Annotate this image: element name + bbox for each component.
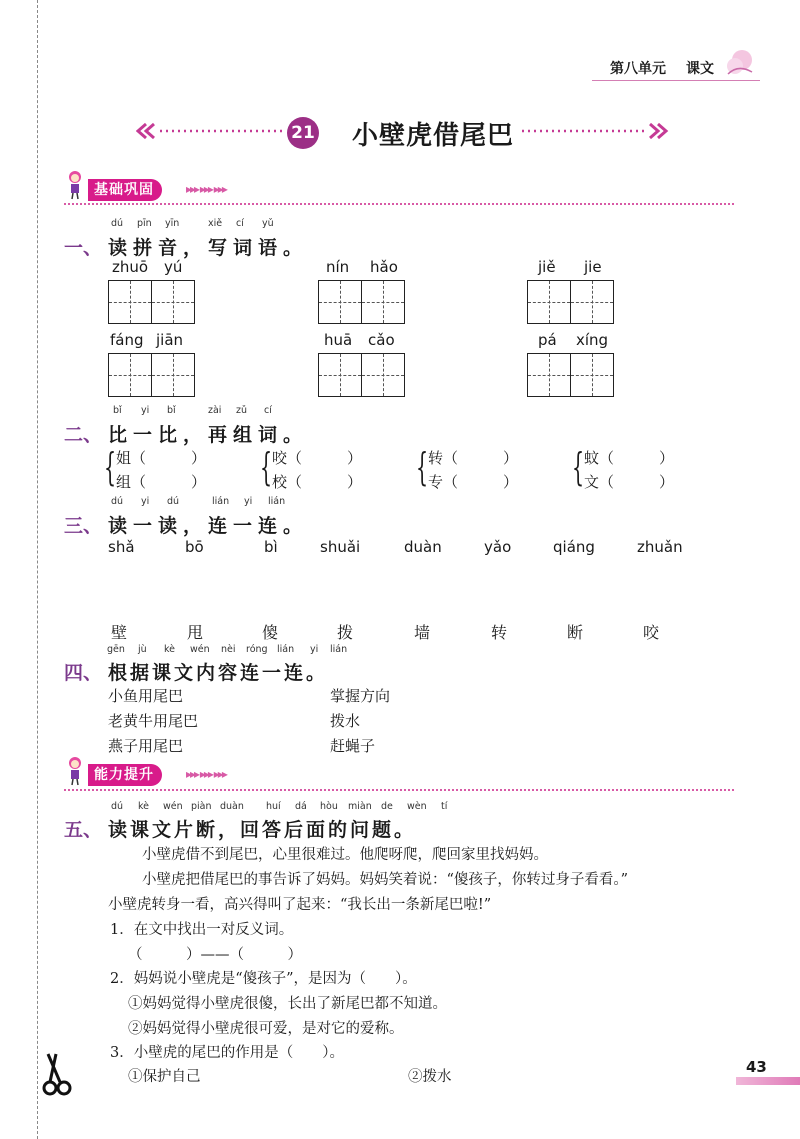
writing-grid[interactable] <box>108 353 152 397</box>
q2-group-4-top: 蚊（ ） <box>584 449 675 467</box>
q3-pinyin-5[interactable]: duàn <box>404 538 442 556</box>
q5-option-3-1[interactable]: ①保护自己 <box>128 1069 201 1085</box>
banner-arrows: ▸▸▸ ▸▸▸ ▸▸▸ <box>186 182 226 196</box>
q3-char-3[interactable]: 傻 <box>262 623 279 642</box>
q3-pinyin-4[interactable]: shuǎi <box>320 538 361 556</box>
writing-grid[interactable] <box>151 353 195 397</box>
q2-group-4-bottom: 文（ ） <box>584 473 675 491</box>
banner-basic: 基础巩固 <box>88 179 162 201</box>
q1-title: 读拼音，写词语。 <box>108 237 309 259</box>
q2-title: 比一比，再组词。 <box>108 424 309 446</box>
q2-group-3-bottom: 专（ ） <box>428 473 519 491</box>
q2-group-1-bottom: 组（ ） <box>116 473 207 491</box>
writing-grid[interactable] <box>361 280 405 324</box>
q5-question-2: 2．妈妈说小壁虎是“傻孩子”，是因为（ ）。 <box>110 971 417 987</box>
q3-char-4[interactable]: 拨 <box>337 623 354 642</box>
q3-char-6[interactable]: 转 <box>491 623 508 642</box>
q4-left-2[interactable]: 老黄牛用尾巴 <box>108 712 199 730</box>
q5-option-3-2[interactable]: ②拨水 <box>408 1069 452 1085</box>
q2-title-pinyin: bǐ yi bǐ zài zǔ cí <box>113 405 272 416</box>
writing-grid[interactable] <box>570 353 614 397</box>
writing-grid[interactable] <box>527 280 571 324</box>
q2-group-2-top: 咬（ ） <box>272 449 363 467</box>
q3-char-2[interactable]: 甩 <box>187 623 204 642</box>
q5-title: 读课文片断，回答后面的问题。 <box>108 819 417 841</box>
scissors-icon <box>40 1052 76 1102</box>
q5-question-3: 3．小壁虎的尾巴的作用是（ ）。 <box>110 1045 344 1061</box>
q5-question-1: 1．在文中找出一对反义词。 <box>110 922 294 938</box>
girl-icon <box>64 756 86 790</box>
q5-option-2-1[interactable]: ①妈妈觉得小壁虎很傻，长出了新尾巴都不知道。 <box>128 996 447 1012</box>
q1-item-6-a: pá <box>538 331 557 349</box>
q5-passage-3: 小壁虎转身一看，高兴得叫了起来：“我长出一条新尾巴啦!” <box>108 897 492 913</box>
banner-ability: 能力提升 <box>88 764 162 786</box>
writing-grid[interactable] <box>527 353 571 397</box>
q3-number: 三、 <box>64 515 103 537</box>
q5-passage-1: 小壁虎借不到尾巴，心里很难过。他爬呀爬，爬回家里找妈妈。 <box>142 847 548 863</box>
q3-char-5[interactable]: 墙 <box>414 623 431 642</box>
q4-right-1[interactable]: 掌握方向 <box>330 687 391 705</box>
q4-number: 四、 <box>64 662 103 684</box>
q3-pinyin-3[interactable]: bì <box>264 538 278 556</box>
q3-pinyin-7[interactable]: qiáng <box>553 538 595 556</box>
q2-group-3-top: 转（ ） <box>428 449 519 467</box>
flower-icon <box>722 46 756 84</box>
q2-brace-3: { <box>416 445 429 489</box>
writing-grid[interactable] <box>151 280 195 324</box>
q3-char-1[interactable]: 壁 <box>111 623 128 642</box>
q1-item-3-b: jie <box>584 258 602 276</box>
header-section: 课文 <box>686 61 714 77</box>
writing-grid[interactable] <box>108 280 152 324</box>
q1-item-1-a: zhuō <box>112 258 149 276</box>
q3-pinyin-8[interactable]: zhuǎn <box>637 538 683 556</box>
writing-grid[interactable] <box>318 280 362 324</box>
q2-group-2-bottom: 校（ ） <box>272 473 363 491</box>
q3-title: 读一读，连一连。 <box>108 515 309 537</box>
q1-item-4-a: fáng <box>110 331 144 349</box>
q1-item-2-b: hǎo <box>370 258 398 276</box>
girl-icon <box>64 170 86 204</box>
q1-item-3-a: jiě <box>538 258 556 276</box>
header-rule <box>592 80 760 81</box>
q2-group-1-top: 姐（ ） <box>116 449 207 467</box>
banner-arrows: ▸▸▸ ▸▸▸ ▸▸▸ <box>186 767 226 781</box>
q1-item-6-b: xíng <box>576 331 609 349</box>
q1-item-4-b: jiān <box>156 331 184 349</box>
q3-title-pinyin: dú yi dú lián yi lián <box>111 496 286 507</box>
title-arrows-left <box>136 121 286 145</box>
q5-answer-blank-1[interactable]: （ ）——（ ） <box>128 947 302 963</box>
q4-right-2[interactable]: 拨水 <box>330 712 361 730</box>
lesson-number-badge <box>287 117 319 149</box>
q2-brace-2: { <box>260 445 273 489</box>
q1-number: 一、 <box>64 237 103 259</box>
q1-item-5-b: cǎo <box>368 331 395 349</box>
title-arrows-right <box>520 121 670 145</box>
q2-brace-4: { <box>572 445 585 489</box>
q2-number: 二、 <box>64 424 103 446</box>
q1-item-5-a: huā <box>324 331 353 349</box>
q5-title-pinyin: dú kè wén piàn duàn huí dá hòu miàn de wèn tí <box>111 801 448 812</box>
q4-left-3[interactable]: 燕子用尾巴 <box>108 737 184 755</box>
q3-pinyin-1[interactable]: shǎ <box>108 538 135 556</box>
q5-option-2-2[interactable]: ②妈妈觉得小壁虎很可爱，是对它的爱称。 <box>128 1021 404 1037</box>
q2-brace-1: { <box>104 445 117 489</box>
q5-passage-2: 小壁虎把借尾巴的事告诉了妈妈。妈妈笑着说：“傻孩子，你转过身子看看。” <box>142 872 629 888</box>
q3-char-7[interactable]: 断 <box>567 623 584 642</box>
q4-title: 根据课文内容连一连。 <box>108 662 329 684</box>
banner-rule <box>64 203 734 205</box>
banner-rule <box>64 789 734 791</box>
q3-pinyin-6[interactable]: yǎo <box>484 538 512 556</box>
q3-pinyin-2[interactable]: bō <box>185 538 204 556</box>
writing-grid[interactable] <box>361 353 405 397</box>
q3-char-8[interactable]: 咬 <box>643 623 660 642</box>
q4-left-1[interactable]: 小鱼用尾巴 <box>108 687 184 705</box>
q1-item-2-a: nín <box>326 258 350 276</box>
q4-right-3[interactable]: 赶蝇子 <box>330 737 376 755</box>
writing-grid[interactable] <box>318 353 362 397</box>
writing-grid[interactable] <box>570 280 614 324</box>
header-unit: 第八单元 <box>610 61 666 77</box>
page-number: 43 <box>746 1058 767 1076</box>
page-number-bar <box>736 1077 800 1085</box>
lesson-number: 21 <box>291 123 315 143</box>
lesson-title: 小壁虎借尾巴 <box>352 121 515 151</box>
q1-item-1-b: yú <box>164 258 183 276</box>
q4-title-pinyin: gēn jù kè wén nèi róng lián yi lián <box>107 644 348 655</box>
q5-number: 五、 <box>64 819 103 841</box>
q1-title-pinyin: dú pīn yīn xiě cí yǔ <box>111 218 274 229</box>
margin-line <box>37 0 38 1139</box>
